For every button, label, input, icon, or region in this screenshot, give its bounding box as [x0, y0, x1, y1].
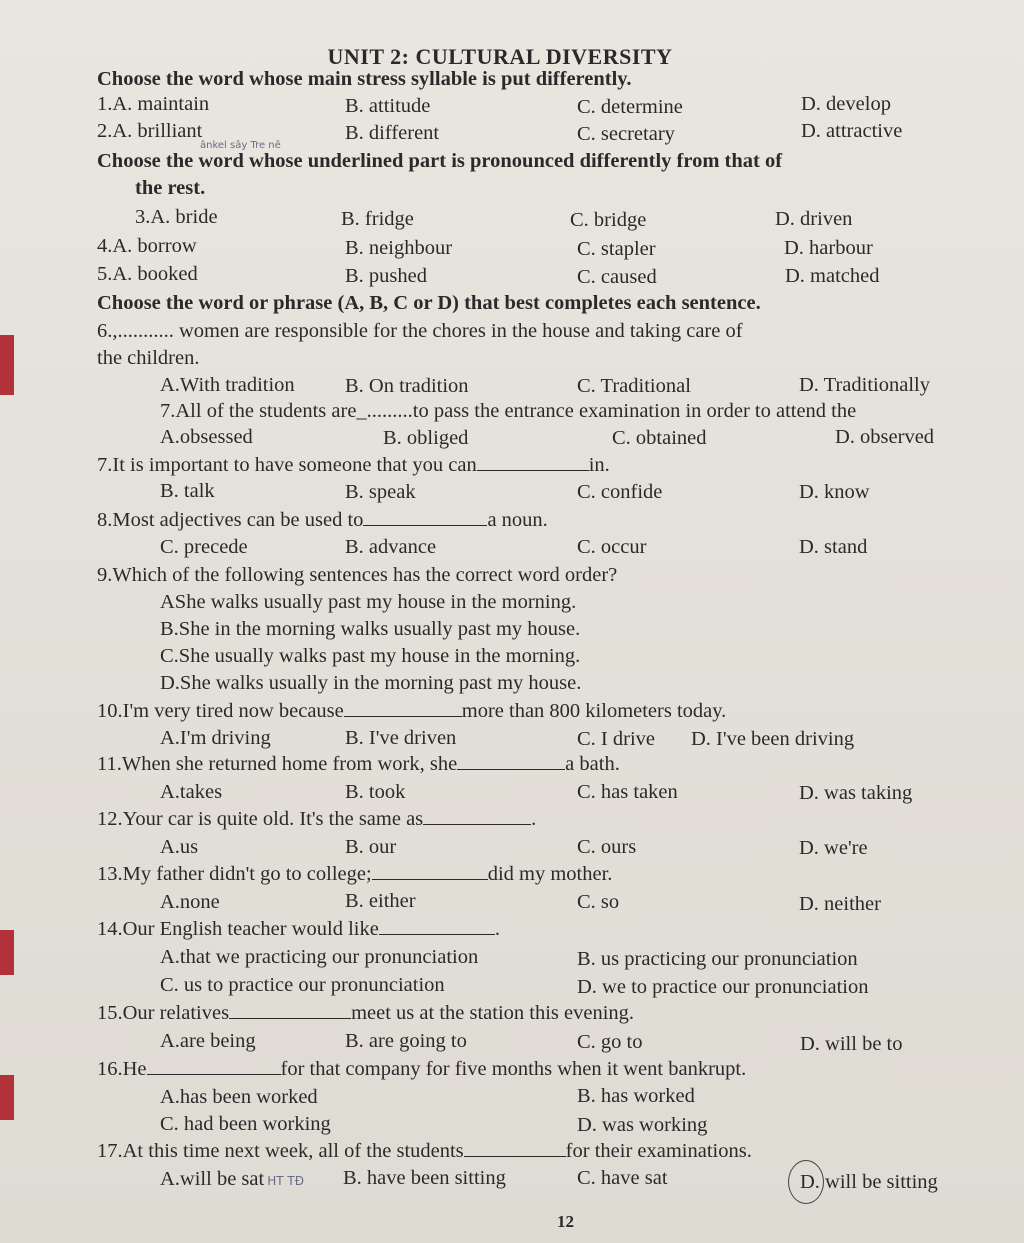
- q1-option-a: 1.A. maintain: [97, 93, 210, 115]
- q3-option-d: D. driven: [775, 208, 853, 230]
- q5-option-a: 5.A. booked: [97, 263, 198, 285]
- q16-option-c: C. had been working: [160, 1113, 331, 1135]
- q7b-stem-text-end: in.: [588, 454, 610, 476]
- answer-blank: [363, 511, 487, 526]
- answer-blank: [229, 1004, 351, 1019]
- q17-option-a: [160, 1168, 304, 1191]
- q7b-option-c: C. confide: [577, 481, 663, 503]
- q10-stem: [97, 700, 726, 723]
- q13-option-d: D. neither: [799, 893, 881, 915]
- answer-blank: [372, 865, 488, 880]
- q16-option-b: B. has worked: [577, 1085, 695, 1107]
- section-pronounce-instruction: Choose the word whose underlined part is pronounced differently from that of: [97, 150, 783, 172]
- q8-stem-text: 8.Most adjectives can be used to: [97, 509, 364, 531]
- q3-option-c: C. bridge: [570, 209, 647, 231]
- q8-option-c: C. occur: [577, 536, 647, 558]
- q15-option-c: C. go to: [577, 1031, 643, 1053]
- q7b-option-d: D. know: [799, 481, 870, 503]
- q12-stem-text: 12.Your car is quite old. It's the same as: [97, 808, 424, 830]
- q11-option-c: C. has taken: [577, 781, 678, 803]
- handwritten-note: HT TĐ: [267, 1174, 304, 1188]
- q15-stem: [97, 1002, 634, 1025]
- q10-stem-text-end: more than 800 kilometers today.: [461, 700, 727, 722]
- q17-stem-text: 17.At this time next week, all of the students: [97, 1140, 464, 1162]
- q16-option-a: A.has been worked: [160, 1086, 318, 1108]
- page-edge-tab: [0, 1075, 14, 1120]
- q4-option-c: C. stapler: [577, 238, 656, 260]
- q13-stem-text-end: did my mother.: [487, 863, 613, 885]
- answer-blank: [464, 1142, 566, 1157]
- q14-option-a: A.that we practicing our pronunciation: [160, 946, 479, 968]
- q12-option-a: A.us: [160, 836, 199, 858]
- q16-option-d: D. was working: [577, 1114, 708, 1136]
- q2-option-a: 2.A. brilliant: [97, 120, 203, 142]
- q14-option-b: B. us practicing our pronunciation: [577, 948, 858, 970]
- q14-option-d: D. we to practice our pronunciation: [577, 976, 869, 998]
- q5-option-b: B. pushed: [345, 265, 427, 287]
- q7b-option-a: B. talk: [160, 480, 215, 502]
- q7a-option-c: C. obtained: [612, 427, 707, 449]
- answer-blank: [477, 456, 589, 471]
- q9-option-c: C.She usually walks past my house in the morning.: [160, 645, 581, 667]
- q11-stem-text-end: a bath.: [565, 753, 620, 775]
- q3-option-a: 3.A. bride: [135, 206, 218, 228]
- q17-option-d: D. will be sitting: [800, 1171, 938, 1193]
- q2-option-d: D. attractive: [801, 120, 903, 142]
- q3-option-b: B. fridge: [341, 208, 414, 230]
- handwritten-note: ânkel sây Tre nê: [200, 140, 281, 151]
- q5-option-d: D. matched: [785, 265, 880, 287]
- q15-option-b: B. are going to: [345, 1030, 467, 1052]
- q15-stem-text: 15.Our relatives: [97, 1002, 230, 1024]
- page-number: 12: [557, 1212, 574, 1231]
- answer-blank: [344, 702, 462, 717]
- q7a-option-a: A.obsessed: [160, 426, 253, 448]
- unit-title: UNIT 2: CULTURAL DIVERSITY: [327, 44, 673, 69]
- q12-option-b: B. our: [345, 836, 397, 858]
- q10-option-b: B. I've driven: [345, 727, 457, 749]
- q10-option-a: A.I'm driving: [160, 727, 271, 749]
- q14-stem: [97, 918, 500, 941]
- answer-blank: [457, 755, 565, 770]
- q6-option-a: A.With tradition: [160, 374, 295, 396]
- section-stress-instruction: Choose the word whose main stress syllable is put differently.: [97, 68, 632, 90]
- q12-option-c: C. ours: [577, 836, 637, 858]
- q12-option-d: D. we're: [799, 837, 868, 859]
- q15-option-d: D. will be to: [800, 1033, 903, 1055]
- q13-option-c: C. so: [577, 891, 620, 913]
- q17-option-a-text: A.will be sat: [160, 1168, 265, 1190]
- q8-option-d: D. stand: [799, 536, 868, 558]
- answer-blank: [147, 1060, 281, 1075]
- q17-stem-text-end: for their examinations.: [565, 1140, 752, 1162]
- page-edge-tab: [0, 930, 14, 975]
- q17-option-b: B. have been sitting: [343, 1167, 506, 1189]
- q11-stem-text: 11.When she returned home from work, she: [97, 753, 458, 775]
- q16-stem: [97, 1058, 746, 1081]
- answer-blank: [379, 920, 495, 935]
- q13-stem-text: 13.My father didn't go to college;: [97, 863, 372, 885]
- q12-stem-text-end: .: [531, 808, 537, 830]
- q11-stem: [97, 753, 620, 776]
- q4-option-a: 4.A. borrow: [97, 235, 197, 257]
- q14-option-c: C. us to practice our pronunciation: [160, 974, 445, 996]
- q14-stem-text: 14.Our English teacher would like: [97, 918, 379, 940]
- q17-stem: [97, 1140, 752, 1163]
- q9-option-a: AShe walks usually past my house in the morning.: [160, 591, 577, 613]
- q11-option-a: A.takes: [160, 781, 223, 803]
- q6-option-d: D. Traditionally: [799, 374, 930, 396]
- q6-option-b: B. On tradition: [345, 375, 469, 397]
- q8-stem: [97, 509, 548, 532]
- q8-option-b: B. advance: [345, 536, 437, 558]
- q8-option-a: C. precede: [160, 536, 248, 558]
- q16-stem-text-end: for that company for five months when it went bankrupt.: [280, 1058, 747, 1080]
- q4-option-d: D. harbour: [784, 237, 873, 259]
- q13-stem: [97, 863, 612, 886]
- q9-option-b: B.She in the morning walks usually past my house.: [160, 618, 581, 640]
- q7a-stem: 7.All of the students are_.........to pass the entrance examination in order to attend the: [160, 400, 857, 422]
- q7b-stem-text: 7.It is important to have someone that you can: [97, 454, 477, 476]
- q10-stem-text: 10.I'm very tired now because: [97, 700, 344, 722]
- q6-stem-cont: the children.: [97, 347, 200, 369]
- q4-option-b: B. neighbour: [345, 237, 453, 259]
- q2-option-c: C. secretary: [577, 123, 675, 145]
- q13-option-a: A.none: [160, 891, 220, 913]
- q6-option-c: C. Traditional: [577, 375, 691, 397]
- q15-stem-text-end: meet us at the station this evening.: [351, 1002, 635, 1024]
- q7a-option-d: D. observed: [835, 426, 935, 448]
- q5-option-c: C. caused: [577, 266, 657, 288]
- q9-stem: 9.Which of the following sentences has the correct word order?: [97, 564, 618, 586]
- q16-stem-text: 16.He: [97, 1058, 147, 1080]
- q7b-stem: [97, 454, 610, 477]
- q14-stem-text-end: .: [494, 918, 500, 940]
- q1-option-d: D. develop: [801, 93, 891, 115]
- q10-option-d: D. I've been driving: [691, 728, 855, 750]
- q15-option-a: A.are being: [160, 1030, 256, 1052]
- q9-option-d: D.She walks usually in the morning past my house.: [160, 672, 582, 694]
- section-complete-instruction: Choose the word or phrase (A, B, C or D) that best completes each sentence.: [97, 292, 761, 314]
- section-pronounce-instruction-cont: the rest.: [135, 177, 206, 199]
- q10-option-c: C. I drive: [577, 728, 655, 750]
- q1-option-c: C. determine: [577, 96, 683, 118]
- q12-stem: [97, 808, 536, 831]
- page-edge-tab: [0, 335, 14, 395]
- q6-stem: 6.,........... women are responsible for the chores in the house and taking care of: [97, 320, 743, 342]
- q17-option-c: C. have sat: [577, 1167, 668, 1189]
- q11-option-d: D. was taking: [799, 782, 913, 804]
- q11-option-b: B. took: [345, 781, 406, 803]
- answer-blank: [423, 810, 531, 825]
- q1-option-b: B. attitude: [345, 95, 431, 117]
- q7b-option-b: B. speak: [345, 481, 416, 503]
- q8-stem-text-end: a noun.: [487, 509, 548, 531]
- q2-option-b: B. different: [345, 122, 440, 144]
- q13-option-b: B. either: [345, 890, 416, 912]
- q7a-option-b: B. obliged: [383, 427, 469, 449]
